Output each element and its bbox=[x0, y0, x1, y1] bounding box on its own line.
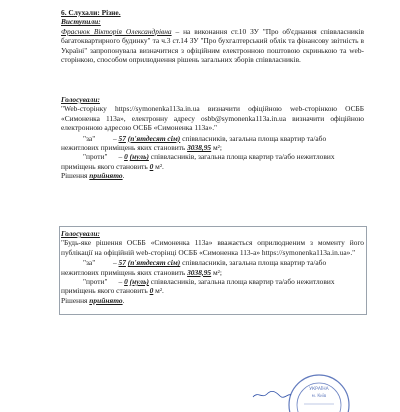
speech-paragraph bbox=[61, 27, 364, 65]
vote-1-for: "за" – 57 (п'ятдесят сім) співвласників, загальна площа квартир та/або нежитлових приміщень яких становить 3038,95 м²; bbox=[61, 133, 327, 153]
item-6-block bbox=[61, 8, 364, 64]
vote-2-decision-suffix: . bbox=[122, 295, 125, 305]
vote-2-against-unit: м². bbox=[153, 286, 164, 296]
vote-2-for-area: 3038,95 bbox=[187, 267, 212, 277]
vote-2-for-rest: співвласників, загальна площа квартир та/або нежитлових приміщень яких становить bbox=[61, 258, 327, 277]
vote-2-for: "за" – 57 (п'ятдесят сім) співвласників, загальна площа квартир та/або нежитлових приміщень яких становить 3038,95 м²; bbox=[61, 258, 327, 277]
vote-1-against-count: 0 bbox=[124, 152, 128, 162]
vote-1-against-words: (нуль) bbox=[129, 152, 149, 162]
vote-1-against-label: "проти" bbox=[83, 152, 108, 162]
vote-1-for-words: (п'ятдесят сім) bbox=[127, 133, 181, 143]
vote-2-against-count: 0 bbox=[124, 277, 128, 287]
vote-2-decision bbox=[61, 296, 364, 305]
vote-1-decision bbox=[61, 171, 364, 180]
vote-2-decision-prefix: Рішення bbox=[61, 295, 90, 305]
item-6-heading: 6. Слухали: Різне. bbox=[61, 8, 121, 17]
vote-2-for-unit: м²; bbox=[211, 267, 222, 277]
vote-2-text: "Будь-яке рішення ОСББ «Симоненка 113а» вважається оприлюдненим з моменту його публікації на офіційній web-сторінці ОСББ «Симоненка 113-а» https://symonenka113a.in.ua»." bbox=[61, 238, 364, 257]
stamp-country: УКРАЇНА bbox=[309, 387, 329, 392]
vote-1-against: "проти" – 0 (нуль) співвласників, загальна площа квартир та/або нежитлових приміщень якого становить 0 м². bbox=[61, 152, 335, 171]
vote-1-against-rest: співвласників, загальна площа квартир та/або нежитлових приміщень якого становить bbox=[61, 152, 335, 171]
vote-1-text: "Web-сторінку https://symonenka113a.in.ua визначити офіційною web-сторінкою ОСББ «Симоненка 113а», електронну адресу osbb@symonenka113a.in.ua визначити офіційною електронною адресою ОСББ «Симоненка 113а»." bbox=[61, 104, 364, 133]
vote-2-decision-word: прийнято bbox=[89, 295, 123, 305]
vote-1-for-rest: співвласників, загальна площа квартир та/або нежитлових приміщень яких становить bbox=[61, 133, 327, 153]
vote-1-block bbox=[61, 95, 364, 181]
vote-2-against-area: 0 bbox=[149, 286, 154, 296]
vote-2-label: Голосували: bbox=[61, 229, 100, 238]
vote-2-against-label: "проти" bbox=[83, 277, 108, 287]
vote-1-for-unit: м²; bbox=[211, 143, 222, 153]
speech-text: – на виконання ст.10 ЗУ "Про об'єднання співвласників багатоквартирного будинку" та ч.3 ст.14 ЗУ "Про бухгалтерський облік та фінансову звітність в Україні" запропонувала визначитися з офіційним електронною поштовою скринькою та web-сторінкою, способом оприлюднення рішень загальних зборів співвласників. bbox=[61, 26, 364, 65]
vote-2-for-count: 57 bbox=[118, 258, 126, 268]
vote-1-label: Голосували: bbox=[61, 95, 100, 104]
vote-2-against: "проти" – 0 (нуль) співвласників, загальна площа квартир та/або нежитлових приміщень якого становить 0 м². bbox=[61, 277, 335, 296]
vote-1-for-area: 3038,95 bbox=[187, 143, 212, 153]
vote-2-against-rest: співвласників, загальна площа квартир та/або нежитлових приміщень якого становить bbox=[61, 277, 335, 296]
vote-1-decision-suffix: . bbox=[122, 171, 125, 181]
vote-2-block bbox=[61, 229, 364, 305]
vote-1-against-unit: м². bbox=[153, 161, 164, 171]
vote-1-decision-word: прийнято bbox=[89, 171, 123, 181]
official-stamp bbox=[286, 372, 352, 412]
vote-1-for-count: 57 bbox=[118, 133, 126, 143]
vote-2-for-label: "за" bbox=[83, 258, 96, 268]
vote-1-for-label: "за" bbox=[83, 133, 96, 143]
vote-2-for-words: (п'ятдесят сім) bbox=[127, 258, 181, 268]
spoke-label: Виступили: bbox=[61, 17, 101, 27]
stamp-line-2: м. Київ bbox=[311, 393, 327, 398]
speaker-name: Фраснюк Вікторія Олександрівна bbox=[61, 26, 172, 36]
vote-1-decision-prefix: Рішення bbox=[61, 171, 90, 181]
vote-2-against-words: (нуль) bbox=[129, 277, 149, 287]
vote-1-against-area: 0 bbox=[149, 161, 154, 171]
